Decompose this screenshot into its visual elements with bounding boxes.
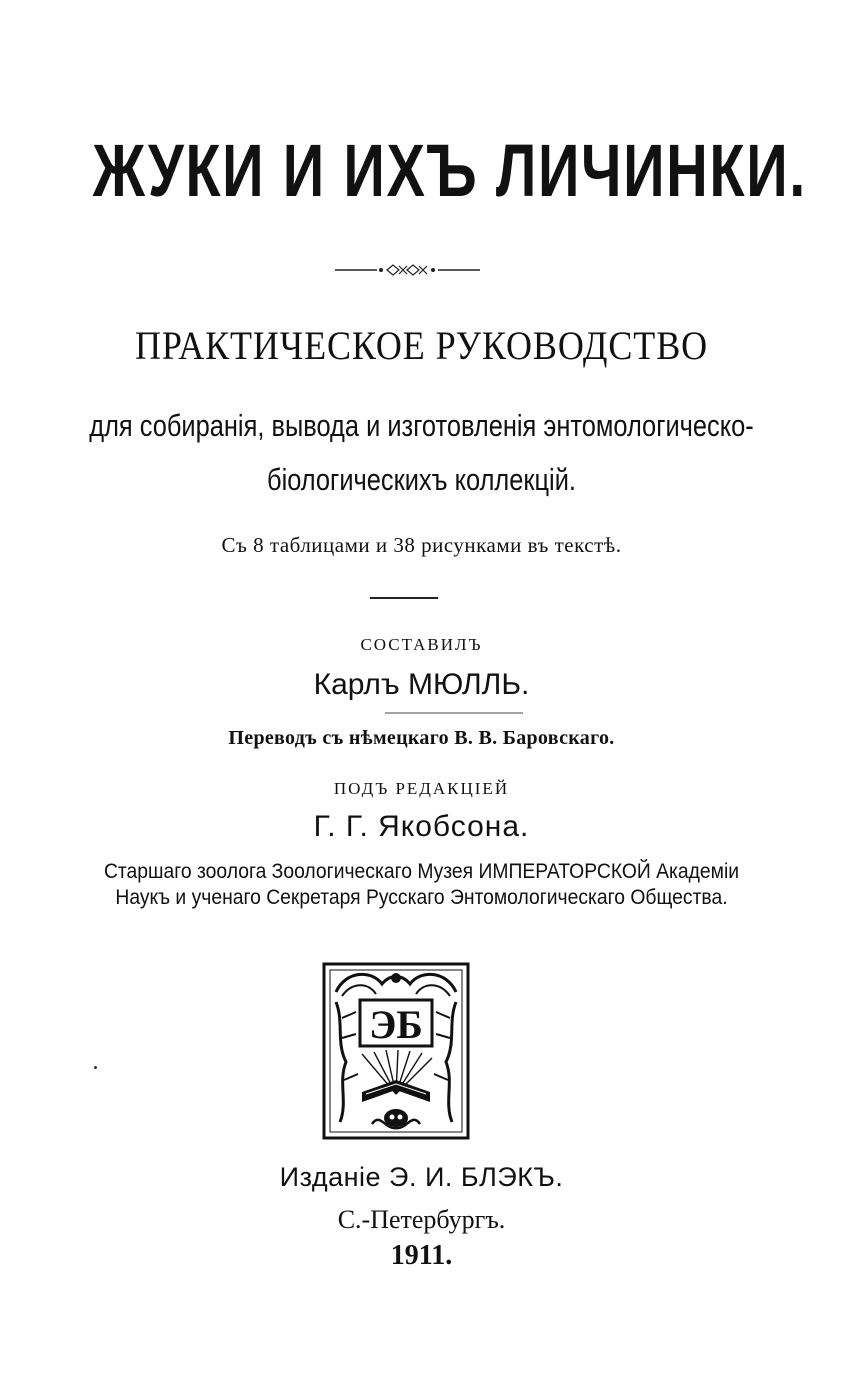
edited-label: ПОДЪ РЕДАКЦІЕЙ [333,779,510,798]
author-underline [385,712,523,714]
publisher-name: Изданіе Э. И. БЛЭКЪ. [279,1162,564,1192]
translation-credit: Переводъ съ нѣмецкаго В. В. Баровскаго. [228,727,615,749]
editor-position-line-2: Наукъ и ученаго Секретаря Русскаго Энтомологическаго Общества. [115,886,728,909]
description-line-1: для собиранія, вывода и изготовленія энтомологическо- [89,408,754,443]
illustrations-note: Съ 8 таблицами и 38 рисунками въ текстѣ. [221,533,622,557]
description-line-2: біологическихъ коллекцій. [267,462,576,497]
editor-name: Г. Г. Якобсона. [313,810,530,843]
author-name: Карлъ МЮЛЛЬ. [313,668,530,701]
publication-year: 1911. [390,1240,453,1271]
ornament-divider-icon [335,262,480,278]
compiled-label: СОСТАВИЛЪ [360,635,483,654]
publisher-emblem-icon [322,962,470,1140]
book-title: ЖУКИ И ИХЪ ЛИЧИНКИ. [92,129,807,212]
emblem-monogram: ЭБ [369,1002,423,1047]
book-subtitle: ПРАКТИЧЕСКОЕ РУКОВОДСТВО [134,323,709,368]
publication-city: С.-Петербургъ. [337,1205,506,1234]
section-divider [370,597,438,599]
editor-position-line-1: Старшаго зоолога Зоологическаго Музея ИМПЕРАТОРСКОЙ Академіи [103,860,740,883]
print-speck [94,1066,97,1069]
